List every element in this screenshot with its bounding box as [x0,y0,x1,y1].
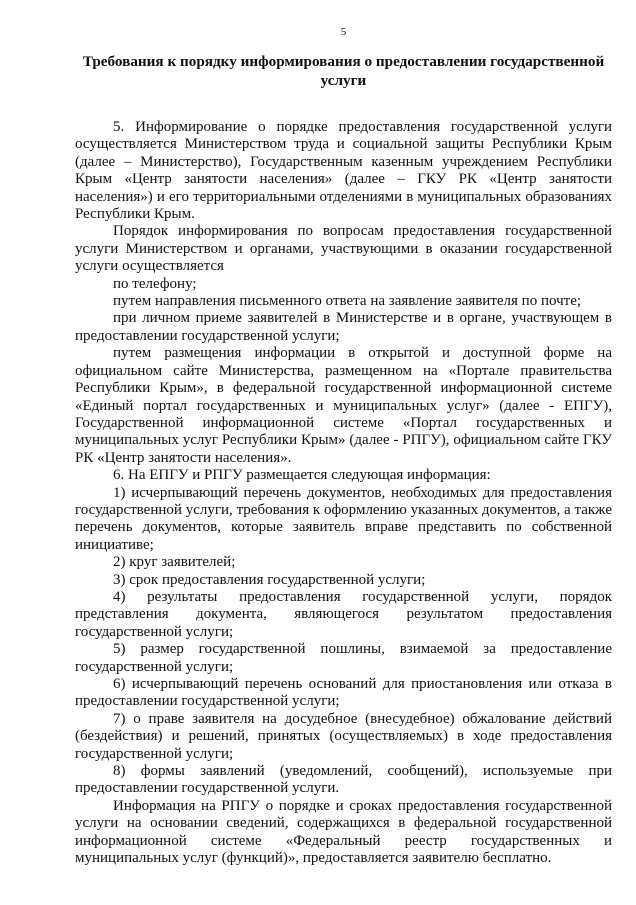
paragraph: 6. На ЕПГУ и РПГУ размещается следующая информация: [113,467,491,484]
paragraph: 5) размер государственной пошлины, взимаемой за предоставление государственной услуги; [75,641,612,675]
paragraph: 7) о праве заявителя на досудебное (внесудебное) обжалование действий (бездействия) и решений, принятых (осуществляемых) в ходе предоставления государственной услуги; [75,710,612,762]
section-title: Требования к порядку информирования о предоставлении государственной услуги [82,53,605,89]
paragraph: при личном приеме заявителей в Министерстве и в органе, участвующем в предоставлении государственной услуги; [75,310,612,344]
paragraph: Порядок информирования по вопросам предоставления государственной услуги Министерством и органами, участвующими в оказании государственной услуги осуществляется [75,223,612,275]
page-number: 5 [340,26,347,38]
paragraph: 5. Информирование о порядке предоставления государственной услуги осуществляется Министерством труда и социальной защиты Республики Крым (далее – Министерство), Государственным казенным учреждением Республики Крым «Центр занятости населения» (далее – ГКУ РК «Центр занятости населения») и его территориальными отделениями в муниципальных образованиях Республики Крым. [75,119,612,223]
paragraph: 2) круг заявителей; [113,554,236,571]
paragraph: 3) срок предоставления государственной услуги; [113,571,426,588]
paragraph: 6) исчерпывающий перечень оснований для приостановления или отказа в предоставлении государственной услуги; [75,676,612,710]
paragraph: 8) формы заявлений (уведомлений, сообщений), используемые при предоставлении государственной услуги. [75,763,612,797]
paragraph: 4) результаты предоставления государственной услуги, порядок представления документа, являющегося результатом предоставления государственной услуги; [75,588,612,640]
document-body [75,119,612,867]
paragraph: Информация на РПГУ о порядке и сроках предоставления государственной услуги на основании сведений, содержащихся в федеральной государственной информационной системе «Федеральный реестр государственных и муниципальных услуг (функций)», предоставляется заявителю бесплатно. [75,797,612,867]
paragraph: путем размещения информации в открытой и доступной форме на официальном сайте Министерства, размещенном на «Портале правительства Республики Крым», в федеральной государственной информационной системе «Единый портал государственных и муниципальных услуг» (далее - ЕПГУ), Государственной информационной системе «Портал государственных и муниципальных услуг Республики Крым» (далее - РПГУ), официальном сайте ГКУ РК «Центр занятости населения». [75,345,612,466]
paragraph: по телефону; [113,275,197,292]
paragraph: 1) исчерпывающий перечень документов, необходимых для предоставления государственной услуги, требования к оформлению указанных документов, а также перечень документов, которые заявитель вправе представить по собственной инициативе; [75,484,612,553]
paragraph: путем направления письменного ответа на заявление заявителя по почте; [113,293,582,310]
